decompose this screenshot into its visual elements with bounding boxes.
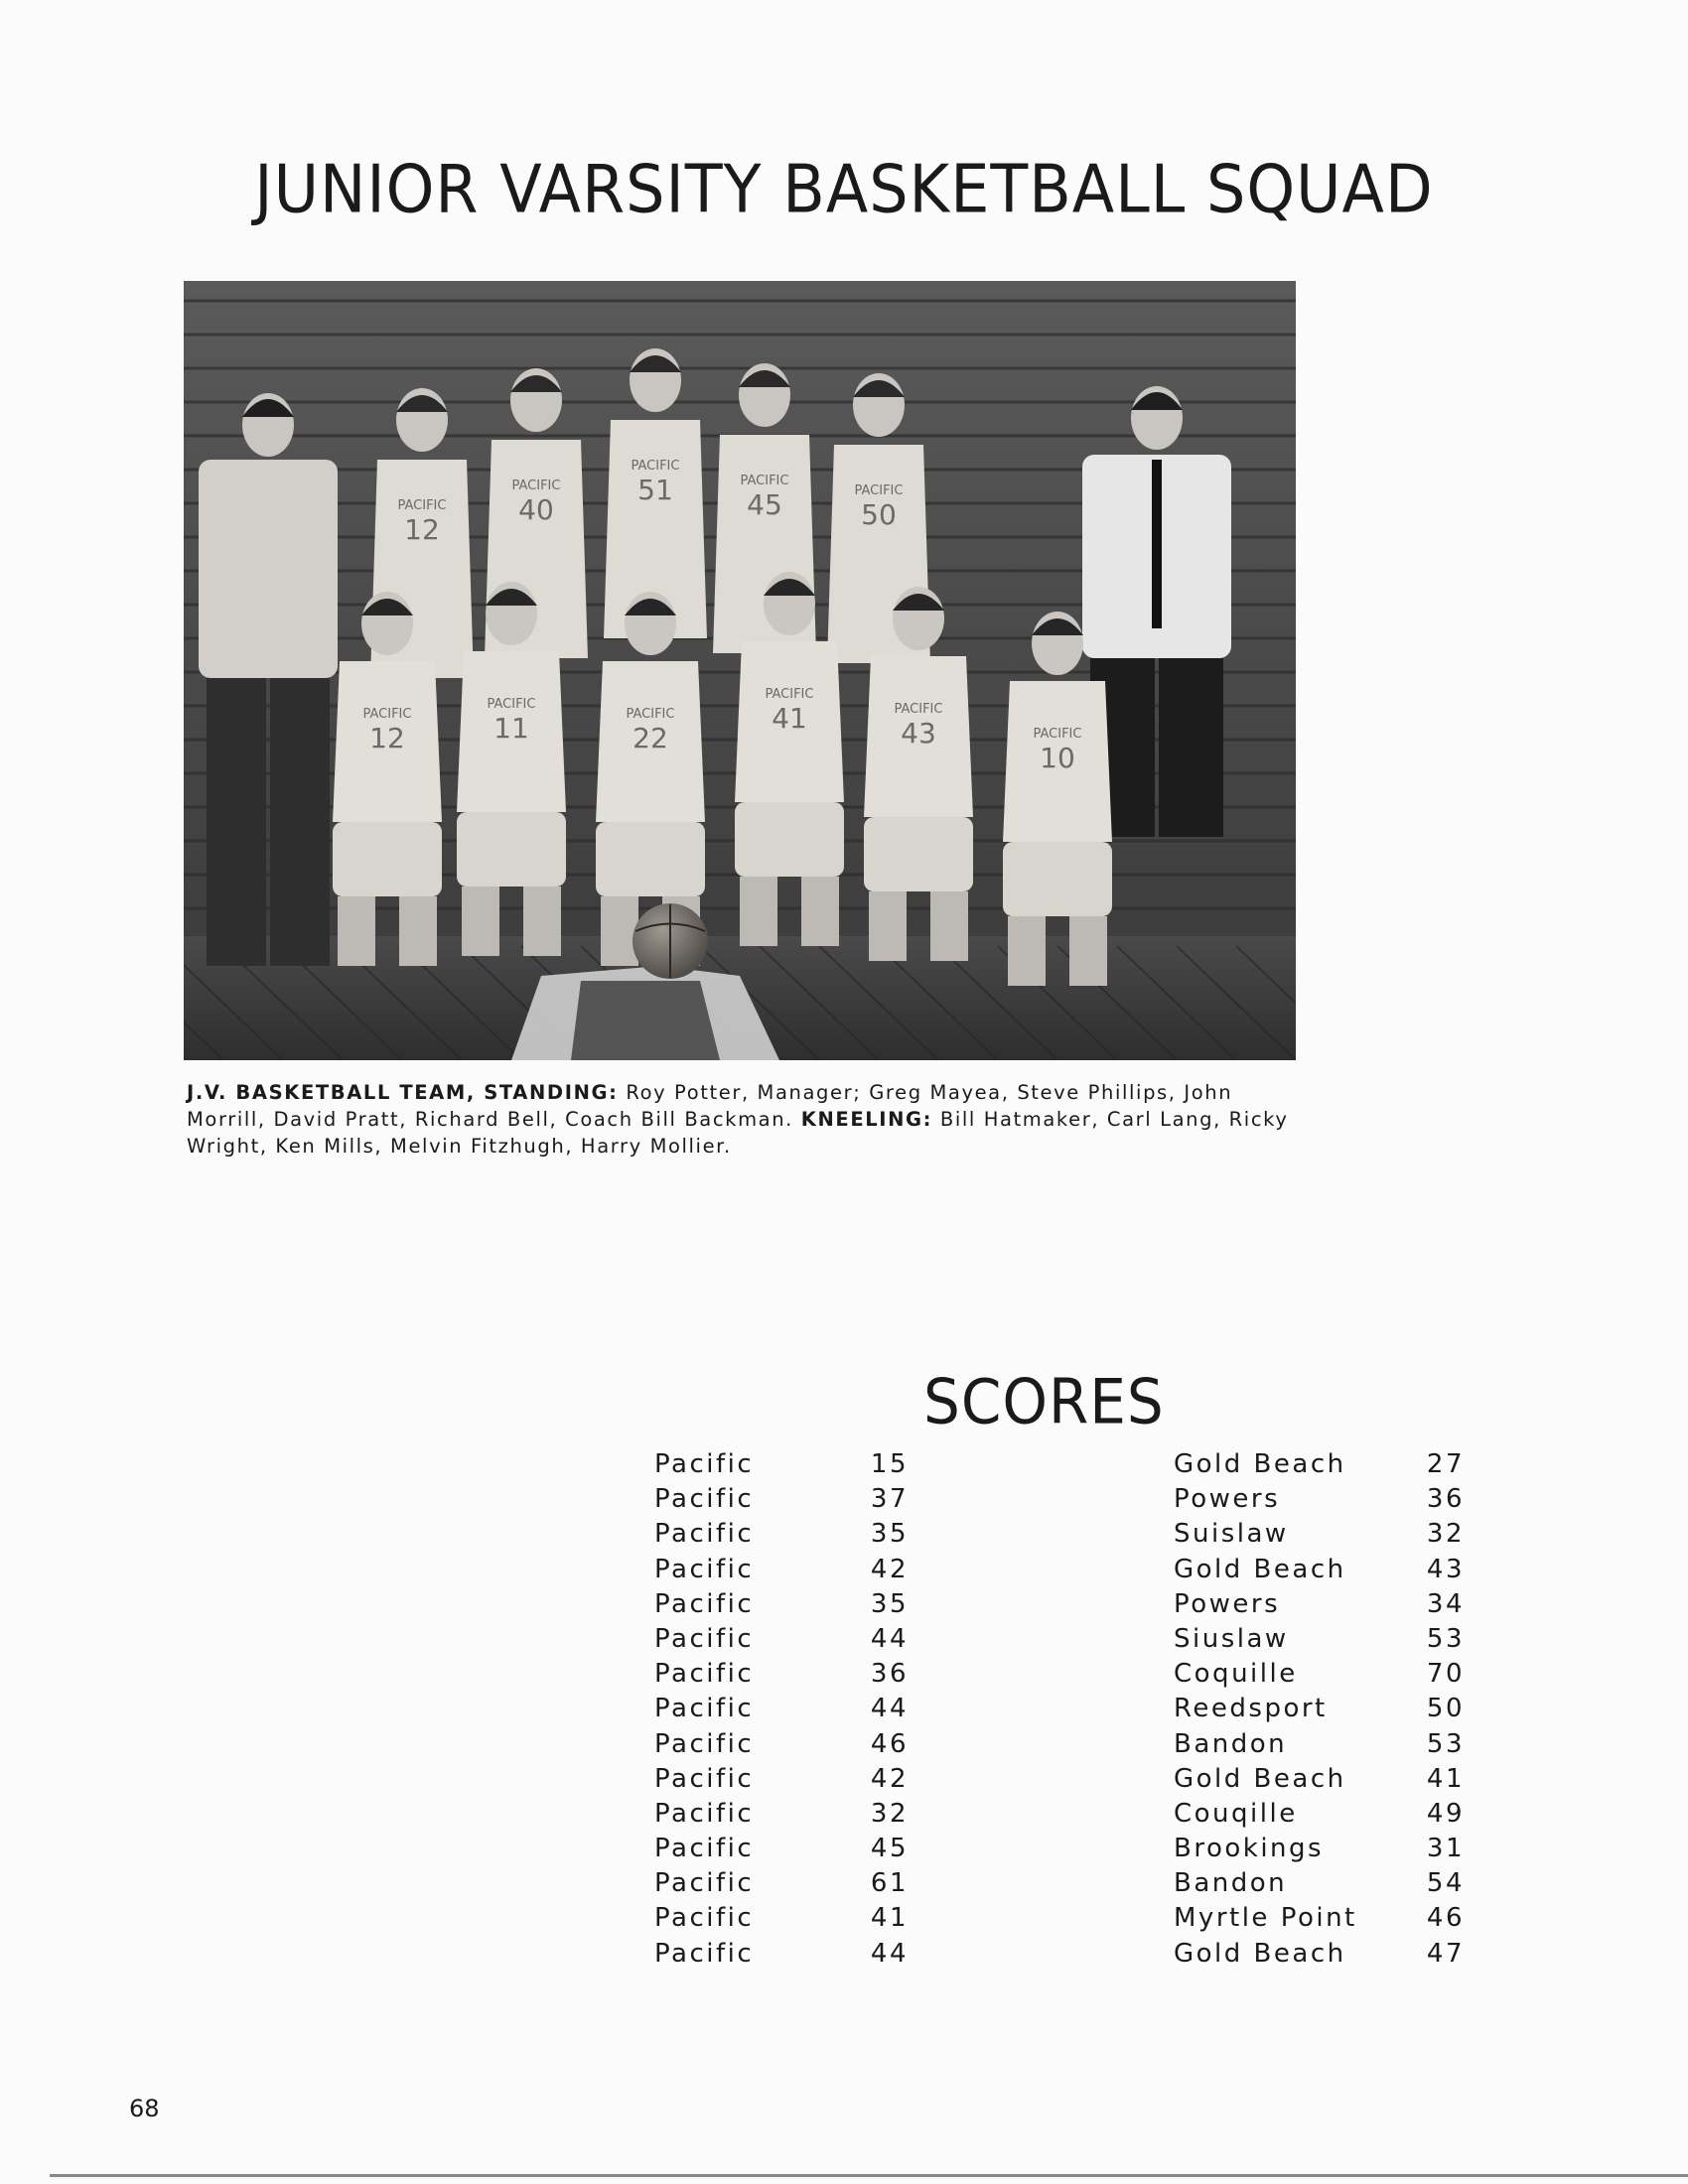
- bottom-rule: [50, 2174, 1688, 2177]
- score-row: [650, 1937, 1475, 1972]
- home-team: Pacific: [654, 1694, 755, 1724]
- home-team: Pacific: [654, 1554, 755, 1584]
- scores-title: SCORES: [923, 1365, 1165, 1438]
- opponent-score: 70: [1426, 1659, 1465, 1690]
- home-score: 35: [870, 1588, 909, 1619]
- opponent-team: Gold Beach: [1174, 1554, 1346, 1584]
- kneeling-jersey-number: 43: [901, 717, 936, 750]
- jersey-lettering: PACIFIC: [765, 687, 814, 702]
- score-row: [650, 1553, 1475, 1587]
- kneeling-jersey-number: 22: [633, 722, 668, 754]
- home-score: 41: [870, 1903, 909, 1934]
- home-team: Pacific: [654, 1798, 755, 1829]
- page-title: JUNIOR VARSITY BASKETBALL SQUAD: [254, 150, 1434, 228]
- opponent-score: 43: [1426, 1554, 1465, 1584]
- team-photo-illustration: [184, 281, 1296, 1060]
- home-score: 46: [870, 1728, 909, 1759]
- jersey-lettering: PACIFIC: [854, 483, 904, 498]
- home-score: 36: [870, 1659, 909, 1690]
- home-team: Pacific: [654, 1659, 755, 1690]
- home-team: Pacific: [654, 1484, 755, 1515]
- jersey-lettering: PACIFIC: [631, 459, 680, 474]
- kneeling-jersey-number: 12: [369, 722, 405, 754]
- home-score: 32: [870, 1798, 909, 1829]
- opponent-score: 46: [1426, 1903, 1465, 1934]
- opponent-team: Bandon: [1174, 1728, 1288, 1759]
- standing-jersey-number: 51: [637, 474, 673, 506]
- score-row: [650, 1762, 1475, 1797]
- home-score: 44: [870, 1694, 909, 1724]
- opponent-team: Gold Beach: [1174, 1763, 1346, 1794]
- home-score: 61: [870, 1868, 909, 1899]
- home-team: Pacific: [654, 1938, 755, 1969]
- opponent-score: 34: [1426, 1588, 1465, 1619]
- photo-caption: [187, 1079, 1304, 1160]
- standing-jersey-number: 40: [518, 493, 554, 526]
- home-team: Pacific: [654, 1903, 755, 1934]
- jersey-lettering: PACIFIC: [626, 707, 675, 722]
- caption-kneeling-label: KNEELING:: [800, 1108, 933, 1131]
- jersey-lettering: PACIFIC: [487, 697, 536, 712]
- score-row: [650, 1447, 1475, 1482]
- opponent-score: 31: [1426, 1834, 1465, 1864]
- score-row: [650, 1866, 1475, 1901]
- jersey-lettering: PACIFIC: [362, 707, 412, 722]
- score-row: [650, 1692, 1475, 1726]
- opponent-team: Brookings: [1174, 1834, 1325, 1864]
- jersey-lettering: PACIFIC: [740, 474, 789, 488]
- opponent-score: 47: [1426, 1938, 1465, 1969]
- home-team: Pacific: [654, 1449, 755, 1479]
- jersey-lettering: PACIFIC: [1033, 727, 1082, 742]
- home-team: Pacific: [654, 1588, 755, 1619]
- opponent-team: Gold Beach: [1174, 1938, 1346, 1969]
- kneeling-jersey-number: 41: [772, 702, 807, 735]
- opponent-team: Myrtle Point: [1174, 1903, 1357, 1934]
- score-row: [650, 1622, 1475, 1657]
- score-row: [650, 1587, 1475, 1622]
- opponent-team: Reedsport: [1174, 1694, 1328, 1724]
- jersey-lettering: PACIFIC: [511, 478, 561, 493]
- standing-jersey-number: 45: [747, 488, 782, 521]
- jersey-lettering: PACIFIC: [397, 498, 447, 513]
- caption-team-label: J.V. BASKETBALL TEAM, STANDING:: [187, 1081, 619, 1104]
- opponent-team: Coquille: [1174, 1659, 1298, 1690]
- home-score: 44: [870, 1938, 909, 1969]
- caption-kneeling-names: Bill Hatmaker, Carl Lang, Ricky Wright, Ken Mills, Melvin Fitzhugh, Harry Mollier.: [187, 1108, 1289, 1158]
- opponent-score: 53: [1426, 1728, 1465, 1759]
- opponent-score: 27: [1426, 1449, 1465, 1479]
- jersey-lettering: PACIFIC: [894, 702, 943, 717]
- home-score: 35: [870, 1519, 909, 1550]
- standing-jersey-number: 50: [861, 498, 897, 531]
- opponent-team: Bandon: [1174, 1868, 1288, 1899]
- caption-standing-names: Roy Potter, Manager; Greg Mayea, Steve Phillips, John Morrill, David Pratt, Richard Bell, Coach Bill Backman.: [187, 1081, 1233, 1131]
- home-team: Pacific: [654, 1519, 755, 1550]
- opponent-score: 36: [1426, 1484, 1465, 1515]
- opponent-score: 54: [1426, 1868, 1465, 1899]
- home-team: Pacific: [654, 1868, 755, 1899]
- home-score: 44: [870, 1623, 909, 1654]
- opponent-team: Powers: [1174, 1588, 1281, 1619]
- home-team: Pacific: [654, 1834, 755, 1864]
- opponent-score: 50: [1426, 1694, 1465, 1724]
- score-row: [650, 1727, 1475, 1762]
- home-score: 45: [870, 1834, 909, 1864]
- opponent-team: Gold Beach: [1174, 1449, 1346, 1479]
- score-row: [650, 1517, 1475, 1552]
- standing-jersey-number: 12: [404, 513, 440, 546]
- score-row: [650, 1797, 1475, 1832]
- home-score: 37: [870, 1484, 909, 1515]
- home-team: Pacific: [654, 1763, 755, 1794]
- score-row: [650, 1832, 1475, 1866]
- opponent-score: 41: [1426, 1763, 1465, 1794]
- opponent-team: Powers: [1174, 1484, 1281, 1515]
- kneeling-jersey-number: 11: [493, 712, 529, 745]
- opponent-score: 32: [1426, 1519, 1465, 1550]
- home-score: 42: [870, 1763, 909, 1794]
- home-score: 15: [870, 1449, 909, 1479]
- home-team: Pacific: [654, 1728, 755, 1759]
- opponent-score: 53: [1426, 1623, 1465, 1654]
- opponent-score: 49: [1426, 1798, 1465, 1829]
- team-photo: [184, 281, 1296, 1060]
- score-row: [650, 1657, 1475, 1692]
- page-number: 68: [129, 2095, 160, 2122]
- kneeling-jersey-number: 10: [1040, 742, 1075, 774]
- opponent-team: Suislaw: [1174, 1519, 1289, 1550]
- opponent-team: Siuslaw: [1174, 1623, 1289, 1654]
- scores-table: [650, 1447, 1475, 1972]
- score-row: [650, 1901, 1475, 1936]
- home-team: Pacific: [654, 1623, 755, 1654]
- score-row: [650, 1482, 1475, 1517]
- opponent-team: Couqille: [1174, 1798, 1298, 1829]
- home-score: 42: [870, 1554, 909, 1584]
